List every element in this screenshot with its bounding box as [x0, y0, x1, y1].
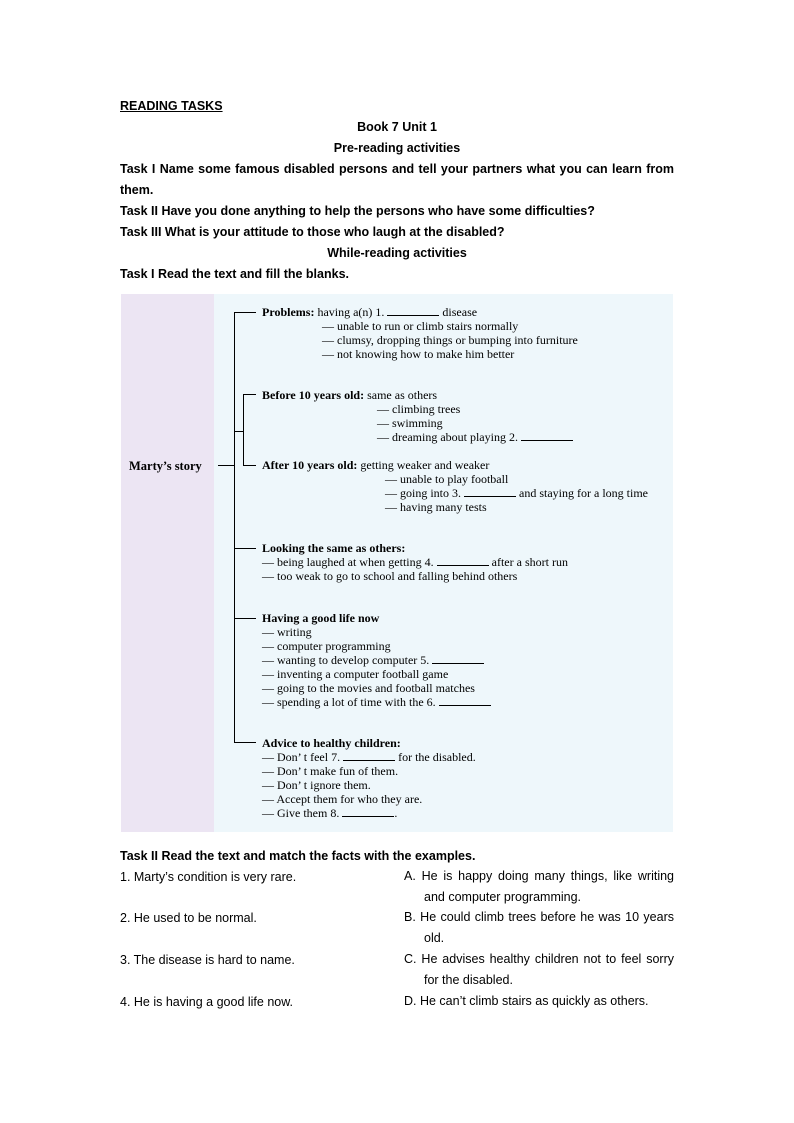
- after-item-2: [385, 486, 648, 501]
- blank-1[interactable]: [387, 306, 439, 316]
- advice-item-1b: for the disabled.: [395, 750, 476, 764]
- after-item: — unable to play football: [385, 472, 509, 486]
- example-item: [404, 907, 674, 949]
- problems-item: — unable to run or climb stairs normally: [322, 319, 519, 333]
- advice-item-5b: .: [394, 806, 398, 820]
- blank-8[interactable]: [342, 807, 394, 817]
- example-c-line-2: for the disabled.: [424, 973, 513, 987]
- good-life-item-6: [262, 695, 491, 710]
- example-d-line-1: D. He can’t climb stairs as quickly as others.: [404, 994, 649, 1008]
- pre-task-3: Task III What is your attitude to those who laugh at the disabled?: [120, 225, 505, 239]
- before-item: — swimming: [377, 416, 443, 430]
- example-a-line-1: A. He is happy doing many things, like writing: [404, 869, 674, 883]
- after-head: After 10 years old:: [262, 458, 358, 472]
- blank-4[interactable]: [437, 556, 489, 566]
- advice-item-5: [262, 806, 397, 821]
- advice-item: — Don’ t make fun of them.: [262, 764, 399, 778]
- branch-problems: [234, 312, 256, 313]
- good-life-item: — going to the movies and football matches: [262, 681, 475, 695]
- good-life-item: — inventing a computer football game: [262, 667, 449, 681]
- fact-item: 3. The disease is hard to name.: [120, 953, 295, 967]
- good-life-item-6-text: — spending a lot of time with the 6.: [262, 695, 436, 709]
- fact-item: 4. He is having a good life now.: [120, 995, 294, 1009]
- blank-2[interactable]: [521, 431, 573, 441]
- before-head: Before 10 years old:: [262, 388, 365, 402]
- looking-item-1a: — being laughed at when getting 4.: [262, 555, 434, 569]
- looking-item: — too weak to go to school and falling behind others: [262, 569, 518, 583]
- task2-title: Task II Read the text and match the facts with the examples.: [120, 849, 476, 863]
- while-reading-title: While-reading activities: [327, 246, 467, 260]
- blank-6[interactable]: [439, 696, 491, 706]
- childhood-trunk-line: [243, 394, 244, 465]
- problems-item: — not knowing how to make him better: [322, 347, 515, 361]
- after-item-2b: and staying for a long time: [516, 486, 648, 500]
- pre-task-2: Task II Have you done anything to help the persons who have some difficulties?: [120, 204, 595, 218]
- example-item: [404, 949, 674, 991]
- problems-head: Problems:: [262, 305, 315, 319]
- root-connector: [218, 465, 234, 466]
- before-line: [262, 388, 437, 403]
- before-text: same as others: [364, 388, 438, 402]
- advice-item: — Don’ t ignore them.: [262, 778, 371, 792]
- advice-item-1a: — Don’ t feel 7.: [262, 750, 341, 764]
- diagram-root-panel: [121, 294, 214, 832]
- after-item-2a: — going into 3.: [385, 486, 462, 500]
- before-item: — climbing trees: [377, 402, 461, 416]
- problems-line: [262, 305, 477, 320]
- advice-head: Advice to healthy children:: [262, 736, 401, 750]
- good-life-item: — writing: [262, 625, 312, 639]
- example-a-line-2: and computer programming.: [424, 890, 582, 904]
- after-item: — having many tests: [385, 500, 487, 514]
- main-trunk-line: [234, 312, 235, 742]
- diagram-root-label: Marty’s story: [129, 459, 202, 473]
- looking-head: Looking the same as others:: [262, 541, 406, 555]
- example-item: [404, 991, 674, 1012]
- blank-7[interactable]: [343, 751, 395, 761]
- pre-task-1-line-1: Task I Name some famous disabled persons and tell your partners what you can learn from: [120, 162, 674, 176]
- before-item-3: [377, 430, 573, 445]
- example-c-line-1: C. He advises healthy children not to feel sorry: [404, 952, 674, 966]
- advice-item-5a: — Give them 8.: [262, 806, 340, 820]
- branch-advice: [234, 742, 256, 743]
- problems-after: disease: [439, 305, 478, 319]
- looking-item-1: [262, 555, 568, 570]
- after-text: getting weaker and weaker: [357, 458, 490, 472]
- good-life-item: — computer programming: [262, 639, 391, 653]
- fact-item: 2. He used to be normal.: [120, 911, 257, 925]
- pre-reading-title: Pre-reading activities: [333, 141, 461, 155]
- good-life-head: Having a good life now: [262, 611, 380, 625]
- advice-item: — Accept them for who they are.: [262, 792, 423, 806]
- example-b-line-2: old.: [424, 931, 445, 945]
- branch-good-life: [234, 618, 256, 619]
- book-title: Book 7 Unit 1: [357, 120, 437, 134]
- after-line: [262, 458, 489, 473]
- advice-item-1: [262, 750, 476, 765]
- blank-3[interactable]: [464, 487, 516, 497]
- branch-childhood: [234, 431, 243, 432]
- example-b-line-1: B. He could climb trees before he was 10 years: [404, 910, 674, 924]
- good-life-item-3-text: — wanting to develop computer 5.: [262, 653, 430, 667]
- problems-item: — clumsy, dropping things or bumping into furniture: [322, 333, 578, 347]
- before-item-text: — dreaming about playing 2.: [377, 430, 518, 444]
- problems-text: having a(n) 1.: [314, 305, 385, 319]
- story-diagram: [121, 294, 673, 832]
- branch-after: [243, 465, 256, 466]
- fact-item: 1. Marty’s condition is very rare.: [120, 870, 297, 884]
- pre-task-1-line-2: them.: [120, 183, 154, 197]
- blank-5[interactable]: [432, 654, 484, 664]
- good-life-item-3: [262, 653, 484, 668]
- branch-before: [243, 394, 256, 395]
- looking-item-1b: after a short run: [488, 555, 568, 569]
- example-item: [404, 866, 674, 908]
- branch-looking: [234, 548, 256, 549]
- while-task-1: Task I Read the text and fill the blanks.: [120, 267, 349, 281]
- document-heading: READING TASKS: [120, 99, 223, 113]
